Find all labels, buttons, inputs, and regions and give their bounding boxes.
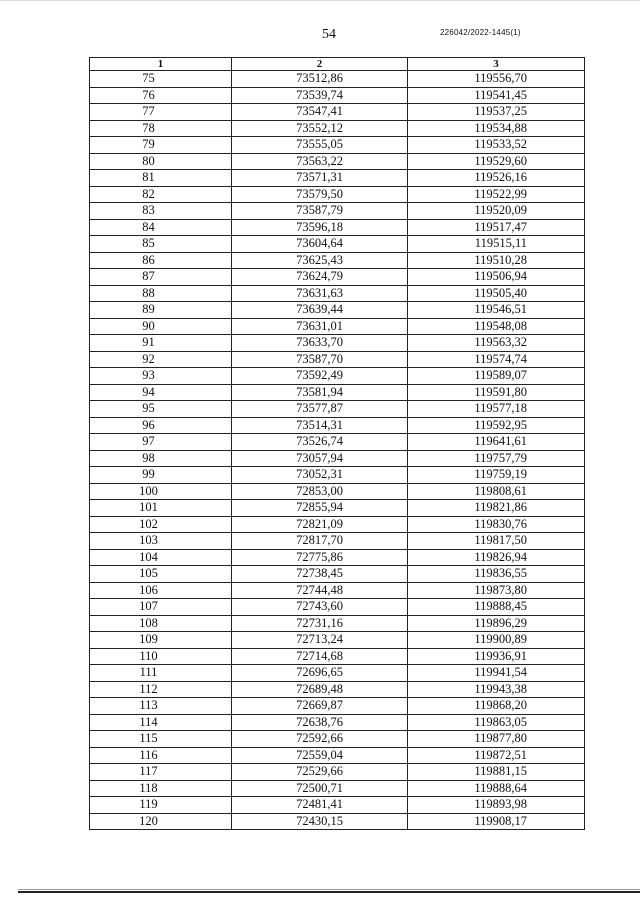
y-coordinate-cell: 119541,45 [408,87,585,104]
point-number-cell: 83 [90,203,232,220]
x-coordinate-cell: 72430,15 [232,813,408,830]
point-number-cell: 107 [90,599,232,616]
y-coordinate-cell: 119881,15 [408,764,585,781]
x-coordinate-cell: 72559,04 [232,747,408,764]
y-coordinate-cell: 119556,70 [408,71,585,88]
table-row [90,714,585,731]
y-coordinate-cell: 119505,40 [408,285,585,302]
document-id: 226042/2022-1445(1) [440,28,521,37]
table-row [90,813,585,830]
y-coordinate-cell: 119641,61 [408,434,585,451]
point-number-cell: 114 [90,714,232,731]
point-number-cell: 76 [90,87,232,104]
table-row [90,153,585,170]
x-coordinate-cell: 73592,49 [232,368,408,385]
x-coordinate-cell: 73571,31 [232,170,408,187]
y-coordinate-cell: 119510,28 [408,252,585,269]
x-coordinate-cell: 72731,16 [232,615,408,632]
table-row [90,747,585,764]
x-coordinate-cell: 72500,71 [232,780,408,797]
point-number-cell: 119 [90,797,232,814]
x-coordinate-cell: 72592,66 [232,731,408,748]
table-row [90,71,585,88]
x-coordinate-cell: 72821,09 [232,516,408,533]
table-row [90,434,585,451]
x-coordinate-cell: 73555,05 [232,137,408,154]
x-coordinate-cell: 73624,79 [232,269,408,286]
table-row [90,599,585,616]
table-row [90,120,585,137]
point-number-cell: 108 [90,615,232,632]
x-coordinate-cell: 72696,65 [232,665,408,682]
point-number-cell: 102 [90,516,232,533]
y-coordinate-cell: 119900,89 [408,632,585,649]
x-coordinate-cell: 72744,48 [232,582,408,599]
y-coordinate-cell: 119529,60 [408,153,585,170]
point-number-cell: 90 [90,318,232,335]
y-coordinate-cell: 119808,61 [408,483,585,500]
y-coordinate-cell: 119896,29 [408,615,585,632]
x-coordinate-cell: 73633,70 [232,335,408,352]
y-coordinate-cell: 119943,38 [408,681,585,698]
table-row [90,483,585,500]
x-coordinate-cell: 72638,76 [232,714,408,731]
table-row [90,170,585,187]
point-number-cell: 79 [90,137,232,154]
point-number-cell: 109 [90,632,232,649]
y-coordinate-cell: 119522,99 [408,186,585,203]
x-coordinate-cell: 72743,60 [232,599,408,616]
x-coordinate-cell: 73052,31 [232,467,408,484]
y-coordinate-cell: 119817,50 [408,533,585,550]
table-row [90,104,585,121]
x-coordinate-cell: 73631,01 [232,318,408,335]
column-header-1: 1 [90,58,232,71]
y-coordinate-cell: 119591,80 [408,384,585,401]
y-coordinate-cell: 119526,16 [408,170,585,187]
y-coordinate-cell: 119517,47 [408,219,585,236]
table-row [90,186,585,203]
x-coordinate-cell: 73625,43 [232,252,408,269]
point-number-cell: 80 [90,153,232,170]
x-coordinate-cell: 73596,18 [232,219,408,236]
point-number-cell: 91 [90,335,232,352]
point-number-cell: 88 [90,285,232,302]
x-coordinate-cell: 73579,50 [232,186,408,203]
point-number-cell: 95 [90,401,232,418]
point-number-cell: 94 [90,384,232,401]
x-coordinate-cell: 73639,44 [232,302,408,319]
table-header [90,58,585,71]
y-coordinate-cell: 119592,95 [408,417,585,434]
y-coordinate-cell: 119548,08 [408,318,585,335]
table-row [90,368,585,385]
y-coordinate-cell: 119830,76 [408,516,585,533]
point-number-cell: 82 [90,186,232,203]
table-row [90,500,585,517]
y-coordinate-cell: 119863,05 [408,714,585,731]
table-row [90,566,585,583]
table-row [90,417,585,434]
point-number-cell: 84 [90,219,232,236]
y-coordinate-cell: 119872,51 [408,747,585,764]
y-coordinate-cell: 119506,94 [408,269,585,286]
point-number-cell: 87 [90,269,232,286]
point-number-cell: 100 [90,483,232,500]
y-coordinate-cell: 119836,55 [408,566,585,583]
x-coordinate-cell: 73552,12 [232,120,408,137]
point-number-cell: 111 [90,665,232,682]
y-coordinate-cell: 119589,07 [408,368,585,385]
point-number-cell: 105 [90,566,232,583]
point-number-cell: 117 [90,764,232,781]
y-coordinate-cell: 119877,80 [408,731,585,748]
table-row [90,549,585,566]
x-coordinate-cell: 73581,94 [232,384,408,401]
table-row [90,87,585,104]
table-row [90,335,585,352]
table-row [90,219,585,236]
x-coordinate-cell: 73514,31 [232,417,408,434]
table-row [90,681,585,698]
table-body [90,71,585,830]
y-coordinate-cell: 119759,19 [408,467,585,484]
table-row [90,582,585,599]
point-number-cell: 103 [90,533,232,550]
table-row [90,615,585,632]
x-coordinate-cell: 72481,41 [232,797,408,814]
table-row [90,137,585,154]
point-number-cell: 98 [90,450,232,467]
x-coordinate-cell: 73587,70 [232,351,408,368]
y-coordinate-cell: 119873,80 [408,582,585,599]
page-number: 54 [322,27,336,42]
table-row [90,467,585,484]
table-row [90,764,585,781]
y-coordinate-cell: 119534,88 [408,120,585,137]
x-coordinate-cell: 72817,70 [232,533,408,550]
x-coordinate-cell: 72529,66 [232,764,408,781]
y-coordinate-cell: 119893,98 [408,797,585,814]
x-coordinate-cell: 73512,86 [232,71,408,88]
y-coordinate-cell: 119574,74 [408,351,585,368]
bottom-rule [18,891,640,893]
point-number-cell: 116 [90,747,232,764]
point-number-cell: 93 [90,368,232,385]
y-coordinate-cell: 119515,11 [408,236,585,253]
x-coordinate-cell: 73539,74 [232,87,408,104]
table-row [90,450,585,467]
table-row [90,203,585,220]
y-coordinate-cell: 119826,94 [408,549,585,566]
y-coordinate-cell: 119577,18 [408,401,585,418]
x-coordinate-cell: 72855,94 [232,500,408,517]
table-row [90,797,585,814]
point-number-cell: 115 [90,731,232,748]
x-coordinate-cell: 72689,48 [232,681,408,698]
y-coordinate-cell: 119563,32 [408,335,585,352]
x-coordinate-cell: 73631,63 [232,285,408,302]
table-row [90,533,585,550]
table-row [90,698,585,715]
y-coordinate-cell: 119520,09 [408,203,585,220]
bottom-rule-thin [18,889,640,890]
table-row [90,351,585,368]
y-coordinate-cell: 119821,86 [408,500,585,517]
y-coordinate-cell: 119757,79 [408,450,585,467]
y-coordinate-cell: 119533,52 [408,137,585,154]
y-coordinate-cell: 119908,17 [408,813,585,830]
table-row [90,236,585,253]
point-number-cell: 97 [90,434,232,451]
y-coordinate-cell: 119888,64 [408,780,585,797]
point-number-cell: 92 [90,351,232,368]
x-coordinate-cell: 72853,00 [232,483,408,500]
x-coordinate-cell: 73604,64 [232,236,408,253]
x-coordinate-cell: 72738,45 [232,566,408,583]
point-number-cell: 77 [90,104,232,121]
x-coordinate-cell: 72713,24 [232,632,408,649]
column-header-3: 3 [408,58,585,71]
x-coordinate-cell: 72775,86 [232,549,408,566]
y-coordinate-cell: 119546,51 [408,302,585,319]
coordinates-table [89,57,585,830]
point-number-cell: 96 [90,417,232,434]
point-number-cell: 86 [90,252,232,269]
table-row [90,516,585,533]
point-number-cell: 75 [90,71,232,88]
table-row [90,252,585,269]
table-row [90,665,585,682]
y-coordinate-cell: 119936,91 [408,648,585,665]
x-coordinate-cell: 73057,94 [232,450,408,467]
table-row [90,731,585,748]
table-row [90,384,585,401]
table-row [90,648,585,665]
x-coordinate-cell: 73587,79 [232,203,408,220]
table-row [90,780,585,797]
point-number-cell: 112 [90,681,232,698]
column-header-2: 2 [232,58,408,71]
table-row [90,302,585,319]
point-number-cell: 104 [90,549,232,566]
y-coordinate-cell: 119537,25 [408,104,585,121]
table-row [90,269,585,286]
point-number-cell: 113 [90,698,232,715]
point-number-cell: 99 [90,467,232,484]
point-number-cell: 78 [90,120,232,137]
x-coordinate-cell: 73526,74 [232,434,408,451]
point-number-cell: 101 [90,500,232,517]
point-number-cell: 81 [90,170,232,187]
point-number-cell: 89 [90,302,232,319]
top-edge-rule [0,0,640,4]
x-coordinate-cell: 72714,68 [232,648,408,665]
point-number-cell: 85 [90,236,232,253]
y-coordinate-cell: 119868,20 [408,698,585,715]
point-number-cell: 118 [90,780,232,797]
point-number-cell: 120 [90,813,232,830]
table-header-row [90,58,585,71]
point-number-cell: 110 [90,648,232,665]
x-coordinate-cell: 72669,87 [232,698,408,715]
x-coordinate-cell: 73547,41 [232,104,408,121]
table-row [90,318,585,335]
table-row [90,632,585,649]
x-coordinate-cell: 73563,22 [232,153,408,170]
point-number-cell: 106 [90,582,232,599]
y-coordinate-cell: 119888,45 [408,599,585,616]
table-row [90,401,585,418]
y-coordinate-cell: 119941,54 [408,665,585,682]
table-row [90,285,585,302]
x-coordinate-cell: 73577,87 [232,401,408,418]
